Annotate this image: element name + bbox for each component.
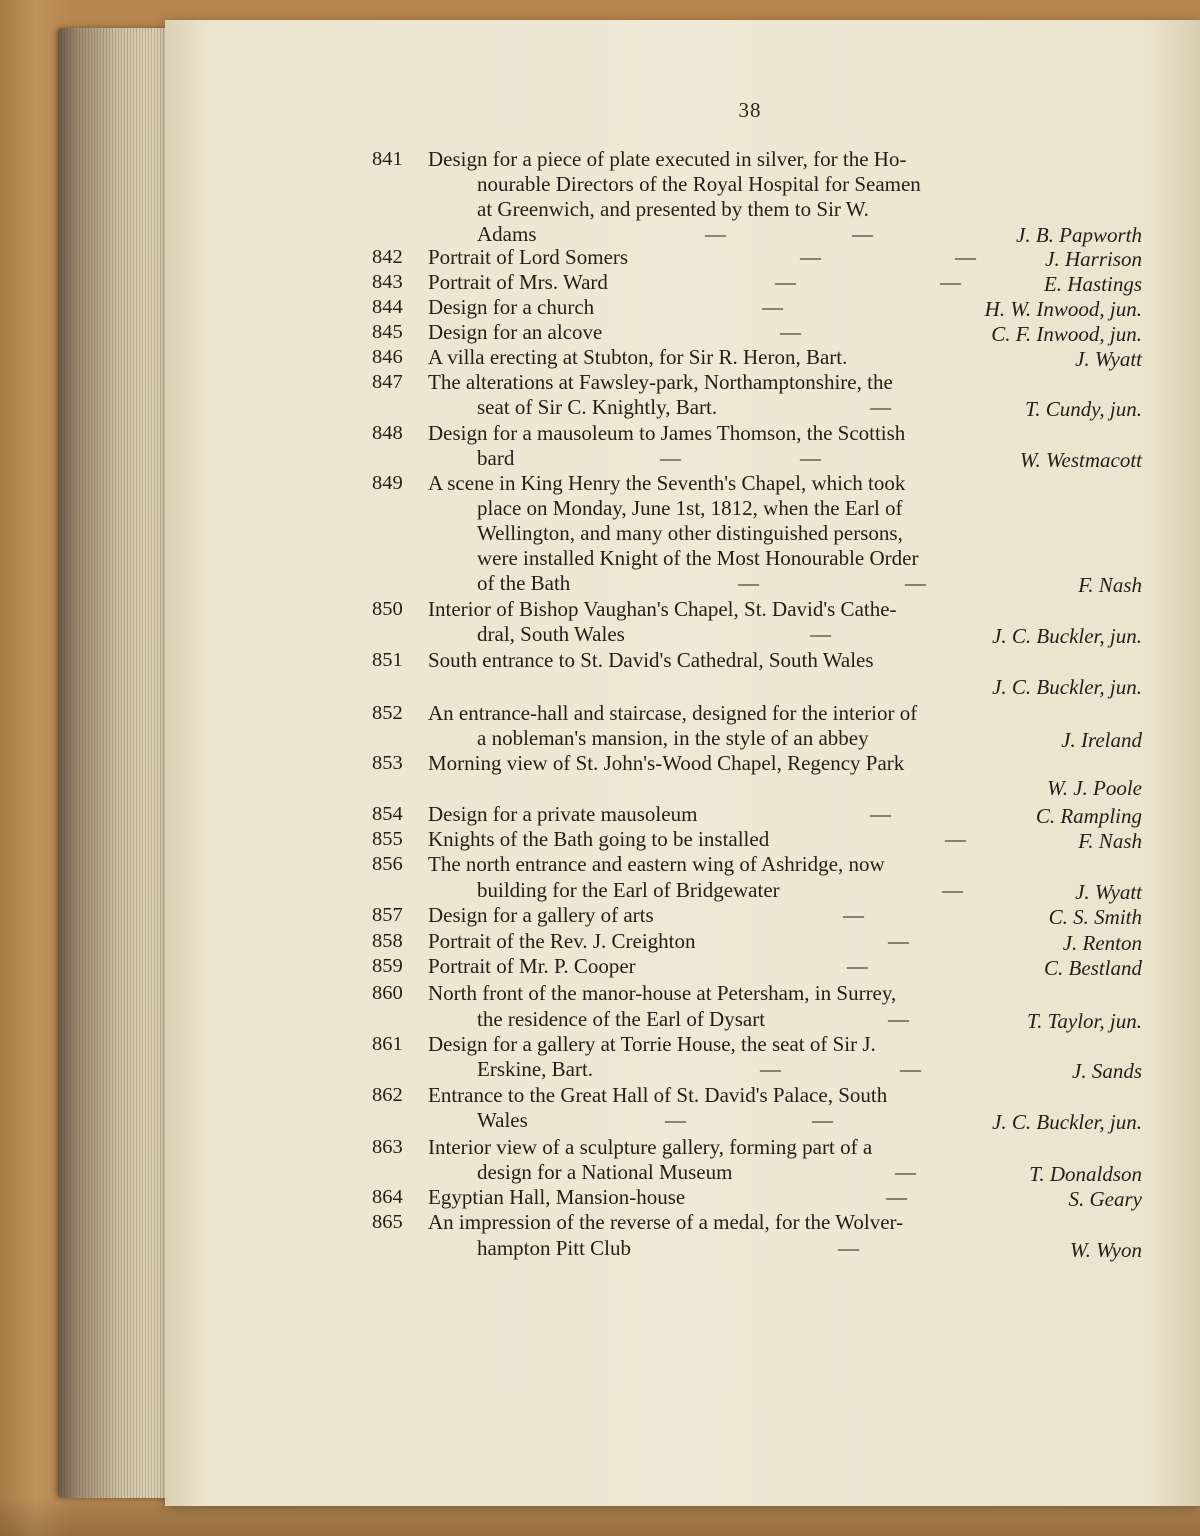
entry-author: J. Harrison bbox=[1045, 247, 1142, 271]
entry-author: T. Cundy, jun. bbox=[1025, 397, 1142, 421]
entry-title-line: at Greenwich, and presented by them to Sir W. bbox=[477, 197, 869, 221]
entry-title-line: Design for an alcove bbox=[428, 320, 603, 344]
entry-author: J. C. Buckler, jun. bbox=[992, 1110, 1142, 1134]
leader-dash: — bbox=[870, 802, 891, 826]
entry-number: 847 bbox=[372, 371, 403, 393]
entry-author: F. Nash bbox=[1078, 573, 1142, 597]
entry-number: 853 bbox=[372, 752, 403, 774]
entry-title-line: a nobleman's mansion, in the style of an abbey bbox=[477, 726, 869, 750]
entry-title-line: Design for a mausoleum to James Thomson, the Scottish bbox=[428, 421, 906, 445]
entry-number: 863 bbox=[372, 1136, 403, 1158]
leader-dash: — bbox=[762, 295, 783, 319]
leader-dash: — bbox=[940, 270, 961, 294]
entry-number: 860 bbox=[372, 982, 403, 1004]
entry-author: J. C. Buckler, jun. bbox=[992, 624, 1142, 648]
entry-title-line: North front of the manor-house at Petersham, in Surrey, bbox=[428, 981, 897, 1005]
entry-title-line: The alterations at Fawsley-park, Northamptonshire, the bbox=[428, 370, 893, 394]
leader-dash: — bbox=[760, 1057, 781, 1081]
leader-dash: — bbox=[775, 270, 796, 294]
entry-author: J. Wyatt bbox=[1075, 880, 1142, 904]
entry-title-line: A scene in King Henry the Seventh's Chapel, which took bbox=[428, 471, 906, 495]
entry-number: 850 bbox=[372, 598, 403, 620]
entry-author: J. C. Buckler, jun. bbox=[992, 675, 1142, 699]
entry-number: 865 bbox=[372, 1211, 403, 1233]
entry-author: S. Geary bbox=[1068, 1187, 1142, 1211]
leader-dash: — bbox=[895, 1160, 916, 1184]
entry-title-line: hampton Pitt Club bbox=[477, 1236, 632, 1260]
entry-number: 848 bbox=[372, 422, 403, 444]
entry-number: 842 bbox=[372, 246, 403, 268]
leader-dash: — bbox=[905, 571, 926, 595]
leader-dash: — bbox=[955, 245, 976, 269]
leader-dash: — bbox=[888, 1007, 909, 1031]
entry-title-line: design for a National Museum bbox=[477, 1160, 733, 1184]
leader-dash: — bbox=[870, 395, 891, 419]
entry-title-line: Portrait of the Rev. J. Creighton bbox=[428, 929, 696, 953]
entry-author: J. Ireland bbox=[1061, 728, 1142, 752]
entry-title-line: Knights of the Bath going to be installed bbox=[428, 827, 770, 851]
entry-title-line: bard bbox=[477, 446, 515, 470]
entry-title-line: South entrance to St. David's Cathedral, South Wales bbox=[428, 648, 874, 672]
entry-title-line: Portrait of Mr. P. Cooper bbox=[428, 954, 636, 978]
entry-author: C. Bestland bbox=[1044, 956, 1142, 980]
entry-author: W. J. Poole bbox=[1047, 776, 1142, 800]
entry-title-line: of the Bath bbox=[477, 571, 571, 595]
entry-number: 849 bbox=[372, 472, 403, 494]
entry-title-line: Design for a private mausoleum bbox=[428, 802, 698, 826]
leader-dash: — bbox=[843, 903, 864, 927]
entry-title-line: nourable Directors of the Royal Hospital for Seamen bbox=[477, 172, 921, 196]
entry-title-line: dral, South Wales bbox=[477, 622, 625, 646]
leader-dash: — bbox=[705, 222, 726, 246]
entry-number: 845 bbox=[372, 321, 403, 343]
entry-number: 844 bbox=[372, 296, 403, 318]
entry-title-line: the residence of the Earl of Dysart bbox=[477, 1007, 766, 1031]
leader-dash: — bbox=[838, 1236, 859, 1260]
entry-title-line: Design for a piece of plate executed in silver, for the Ho- bbox=[428, 147, 907, 171]
entry-title-line: Interior of Bishop Vaughan's Chapel, St. David's Cathe- bbox=[428, 597, 897, 621]
entry-title-line: seat of Sir C. Knightly, Bart. bbox=[477, 395, 718, 419]
entry-title-line: Entrance to the Great Hall of St. David's Palace, South bbox=[428, 1083, 888, 1107]
entry-title-line: Design for a gallery of arts bbox=[428, 903, 654, 927]
leader-dash: — bbox=[810, 622, 831, 646]
entry-title-line: Egyptian Hall, Mansion-house bbox=[428, 1185, 686, 1209]
leader-dash: — bbox=[800, 446, 821, 470]
entry-number: 862 bbox=[372, 1084, 403, 1106]
entry-author: J. B. Papworth bbox=[1016, 223, 1142, 247]
entry-number: 864 bbox=[372, 1186, 403, 1208]
entry-title-line: Portrait of Lord Somers bbox=[428, 245, 629, 269]
entry-title-line: Morning view of St. John's-Wood Chapel, Regency Park bbox=[428, 751, 905, 775]
entry-number: 851 bbox=[372, 649, 403, 671]
entry-title-line: Portrait of Mrs. Ward bbox=[428, 270, 608, 294]
entry-title-line: Design for a gallery at Torrie House, the seat of Sir J. bbox=[428, 1032, 876, 1056]
entry-title-line: Design for a church bbox=[428, 295, 595, 319]
leader-dash: — bbox=[886, 1185, 907, 1209]
leader-dash: — bbox=[847, 954, 868, 978]
entry-number: 846 bbox=[372, 346, 403, 368]
entry-title-line: building for the Earl of Bridgewater bbox=[477, 878, 780, 902]
entry-author: C. F. Inwood, jun. bbox=[991, 322, 1142, 346]
entry-author: T. Taylor, jun. bbox=[1027, 1009, 1142, 1033]
entry-title-line: An entrance-hall and staircase, designed for the interior of bbox=[428, 701, 918, 725]
leader-dash: — bbox=[665, 1108, 686, 1132]
leader-dash: — bbox=[738, 571, 759, 595]
entry-title-line: An impression of the reverse of a medal, for the Wolver- bbox=[428, 1210, 904, 1234]
entry-title-line: Adams bbox=[477, 222, 537, 246]
leader-dash: — bbox=[942, 878, 963, 902]
leader-dash: — bbox=[888, 929, 909, 953]
entry-author: C. S. Smith bbox=[1048, 905, 1142, 929]
entry-author: W. Westmacott bbox=[1019, 448, 1142, 472]
entry-number: 841 bbox=[372, 148, 403, 170]
entry-number: 858 bbox=[372, 930, 403, 952]
entry-title-line: place on Monday, June 1st, 1812, when the Earl of bbox=[477, 496, 903, 520]
leader-dash: — bbox=[900, 1057, 921, 1081]
leader-dash: — bbox=[852, 222, 873, 246]
entry-number: 854 bbox=[372, 803, 403, 825]
entry-number: 859 bbox=[372, 955, 403, 977]
entry-number: 852 bbox=[372, 702, 403, 724]
entry-title-line: Wales bbox=[477, 1108, 528, 1132]
entry-author: J. Wyatt bbox=[1075, 347, 1142, 371]
entry-author: H. W. Inwood, jun. bbox=[984, 297, 1142, 321]
entry-author: E. Hastings bbox=[1043, 272, 1142, 296]
entry-number: 843 bbox=[372, 271, 403, 293]
entry-title-line: Erskine, Bart. bbox=[477, 1057, 594, 1081]
entry-title-line: were installed Knight of the Most Honourable Order bbox=[477, 546, 919, 570]
page-number: 38 bbox=[738, 98, 762, 122]
entry-title-line: Interior view of a sculpture gallery, forming part of a bbox=[428, 1135, 873, 1159]
entry-number: 856 bbox=[372, 853, 403, 875]
leader-dash: — bbox=[945, 827, 966, 851]
entry-author: C. Rampling bbox=[1035, 804, 1142, 828]
entry-author: J. Renton bbox=[1062, 931, 1142, 955]
entry-title-line: The north entrance and eastern wing of Ashridge, now bbox=[428, 852, 885, 876]
entry-author: F. Nash bbox=[1078, 829, 1142, 853]
leader-dash: — bbox=[780, 320, 801, 344]
leader-dash: — bbox=[812, 1108, 833, 1132]
entry-number: 857 bbox=[372, 904, 403, 926]
entry-title-line: Wellington, and many other distinguished persons, bbox=[477, 521, 903, 545]
leader-dash: — bbox=[800, 245, 821, 269]
entry-author: W. Wyon bbox=[1070, 1238, 1142, 1262]
entry-title-line: A villa erecting at Stubton, for Sir R. Heron, Bart. bbox=[428, 345, 848, 369]
entry-number: 855 bbox=[372, 828, 403, 850]
entry-number: 861 bbox=[372, 1033, 403, 1055]
leader-dash: — bbox=[660, 446, 681, 470]
entry-author: T. Donaldson bbox=[1029, 1162, 1142, 1186]
entry-author: J. Sands bbox=[1072, 1059, 1142, 1083]
